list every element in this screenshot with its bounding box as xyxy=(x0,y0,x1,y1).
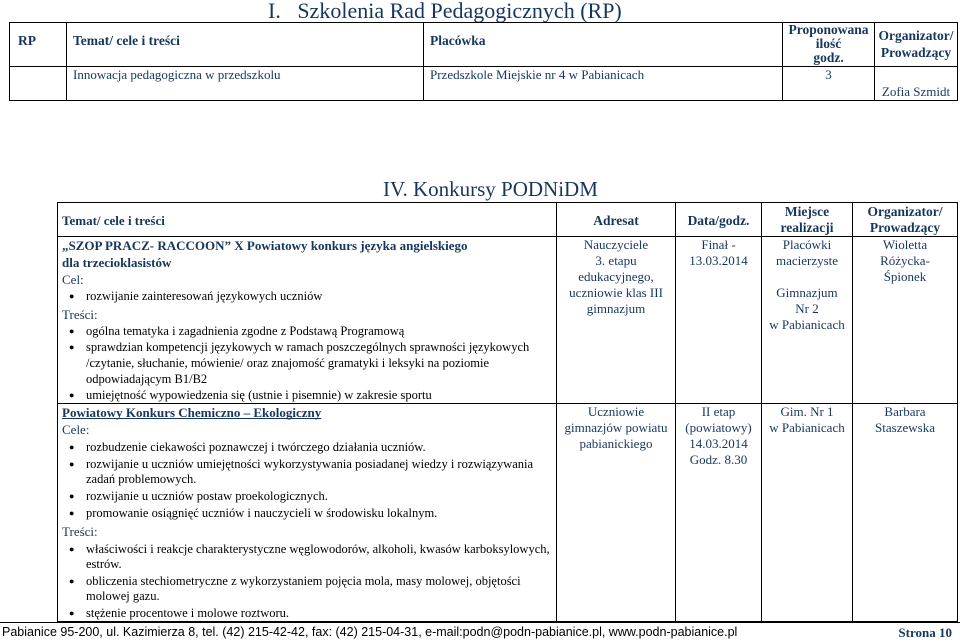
contest-1-date xyxy=(676,237,762,404)
header-place-line: Miejsce xyxy=(784,204,830,219)
footer-address: Pabianice 95-200, ul. Kazimierza 8, tel. (42) 215-42-42, fax: (42) 215-04-31, e-mail:podn@podn-pabianice.pl, www.podn-pabianice.pl xyxy=(2,625,738,639)
audience-line: uczniowie klas III xyxy=(569,285,663,300)
contest-2-cell xyxy=(58,404,557,622)
date-line: 13.03.2014 xyxy=(689,253,748,268)
header-organizer-line: Organizator/ xyxy=(867,204,943,219)
audience-line: 3. etapu xyxy=(595,253,637,268)
list-item: ● stężenie procentowe i molowe roztworu. xyxy=(62,606,552,621)
contest-1-place xyxy=(762,237,853,404)
header-date: Data/godz. xyxy=(676,203,762,237)
content-list xyxy=(62,542,552,621)
section-4-title: IV. Konkursy PODNiDM xyxy=(383,177,598,201)
cell-hours: 3 xyxy=(783,67,875,101)
list-item: ● rozwijanie u uczniów umiejętności wykorzystywania posiadanej wiedzy i rozwiązywania zadań problemowych. xyxy=(62,457,552,487)
contest-1-audience xyxy=(557,237,676,404)
list-item: ● promowanie osiągnięć uczniów i nauczycieli w środowisku lokalnym. xyxy=(62,506,552,521)
place-line: Gimnazjum xyxy=(776,285,838,300)
contest-2-organizer xyxy=(853,404,958,622)
header-place xyxy=(762,203,853,237)
list-item: ● umiejętność wypowiedzenia się (ustnie i pisemnie) w zakresie sportu xyxy=(62,387,552,403)
list-item: ● sprawdzian kompetencji językowych w ramach poszczególnych sprawności językowych /czytanie, słuchanie, mówienie/ oraz znajomość gramatyki i leksyki na poziomie odpowiadającym B1/B2 xyxy=(62,339,552,387)
list-item: ● rozwijanie u uczniów postaw proekologicznych. xyxy=(62,489,552,504)
date-line: II etap xyxy=(701,404,736,419)
organizer-line: Barbara xyxy=(884,404,926,419)
content-list xyxy=(62,323,552,403)
organizer-line: Staszewska xyxy=(875,420,935,435)
audience-line: Nauczyciele xyxy=(583,237,649,252)
audience-line: edukacyjnego, xyxy=(578,269,654,284)
header-topic: Temat/ cele i treści xyxy=(58,203,557,237)
list-item: ● właściwości i reakcje charakterystyczne węglowodorów, alkoholi, kwasów karboksylowych, estrów. xyxy=(62,542,552,572)
contest-2-date xyxy=(676,404,762,622)
date-line: Godz. 8.30 xyxy=(689,452,748,467)
place-line: w Pabianicach xyxy=(769,420,845,435)
place-line: Placówki xyxy=(782,237,832,252)
place-line xyxy=(762,269,852,285)
header-audience: Adresat xyxy=(557,203,676,237)
date-line: (powiatowy) xyxy=(685,420,752,435)
header-place: Placówka xyxy=(424,23,783,67)
content-label: Treści: xyxy=(62,524,98,539)
contest-1-cell xyxy=(58,237,557,404)
contest-1-title: „SZOP PRACZ- RACCOON” X Powiatowy konkurs języka angielskiego xyxy=(62,238,468,253)
page-number: Strona 10 xyxy=(898,625,952,640)
place-line: macierzyste xyxy=(775,253,839,268)
header-organizer xyxy=(875,23,958,67)
contest-1-title-2: dla trzecioklasistów xyxy=(62,255,172,270)
contest-2-place xyxy=(762,404,853,622)
audience-line: pabianickiego xyxy=(579,436,653,451)
contest-2-title: Powiatowy Konkurs Chemiczno – Ekologiczny xyxy=(62,405,322,420)
contest-1-organizer xyxy=(853,237,958,404)
header-place-line: realizacji xyxy=(780,220,834,235)
header-organizer-line: Prowadzący xyxy=(869,220,941,235)
section-1-title: I. Szkolenia Rad Pedagogicznych (RP) xyxy=(268,0,622,23)
header-organizer-line: Organizator/ xyxy=(878,28,954,43)
list-item: ● obliczenia stechiometryczne z wykorzystaniem pojęcia mola, masy molowej, objętości molowej gazu. xyxy=(62,574,552,604)
list-item: ● ogólna tematyka i zagadnienia zgodne z Podstawą Programową xyxy=(62,323,552,339)
page-footer xyxy=(0,622,960,642)
list-item: ● rozbudzenie ciekawości poznawczej i twórczego działania uczniów. xyxy=(62,440,552,455)
audience-line: gimnazjum xyxy=(586,301,646,316)
goal-label: Cele: xyxy=(62,422,90,437)
list-item: ● rozwijanie zainteresowań językowych uczniów xyxy=(62,288,552,304)
contest-2-audience xyxy=(557,404,676,622)
place-line: w Pabianicach xyxy=(769,317,845,332)
date-line: Finał - xyxy=(701,237,736,252)
header-hours-line: Proponowana xyxy=(788,22,869,37)
content-label: Treści: xyxy=(62,307,98,322)
audience-line: Uczniowie xyxy=(587,404,645,419)
header-organizer-line: Prowadzący xyxy=(880,45,952,60)
header-hours xyxy=(783,23,875,67)
header-topic: Temat/ cele i treści xyxy=(67,23,424,67)
audience-line: gimnazjów powiatu xyxy=(564,420,668,435)
section-1-table xyxy=(9,22,958,101)
header-rp: RP xyxy=(10,23,67,67)
organizer-line: Różycka- xyxy=(880,253,930,268)
section-4-table xyxy=(57,202,958,622)
place-line: Gim. Nr 1 xyxy=(780,404,834,419)
goal-list xyxy=(62,288,552,304)
header-hours-line: godz. xyxy=(813,50,844,65)
header-hours-line: ilość xyxy=(815,36,842,51)
header-organizer xyxy=(853,203,958,237)
date-line: 14.03.2014 xyxy=(689,436,748,451)
place-line: Nr 2 xyxy=(795,301,819,316)
cell-rp xyxy=(10,67,67,101)
goal-label: Cel: xyxy=(62,272,84,287)
cell-topic: Innowacja pedagogiczna w przedszkolu xyxy=(67,67,424,101)
organizer-line: Wioletta xyxy=(882,237,928,252)
organizer-line: Śpionek xyxy=(883,269,927,284)
goal-list xyxy=(62,440,552,521)
cell-place: Przedszkole Miejskie nr 4 w Pabianicach xyxy=(424,67,783,101)
cell-organizer: Zofia Szmidt xyxy=(875,67,958,101)
